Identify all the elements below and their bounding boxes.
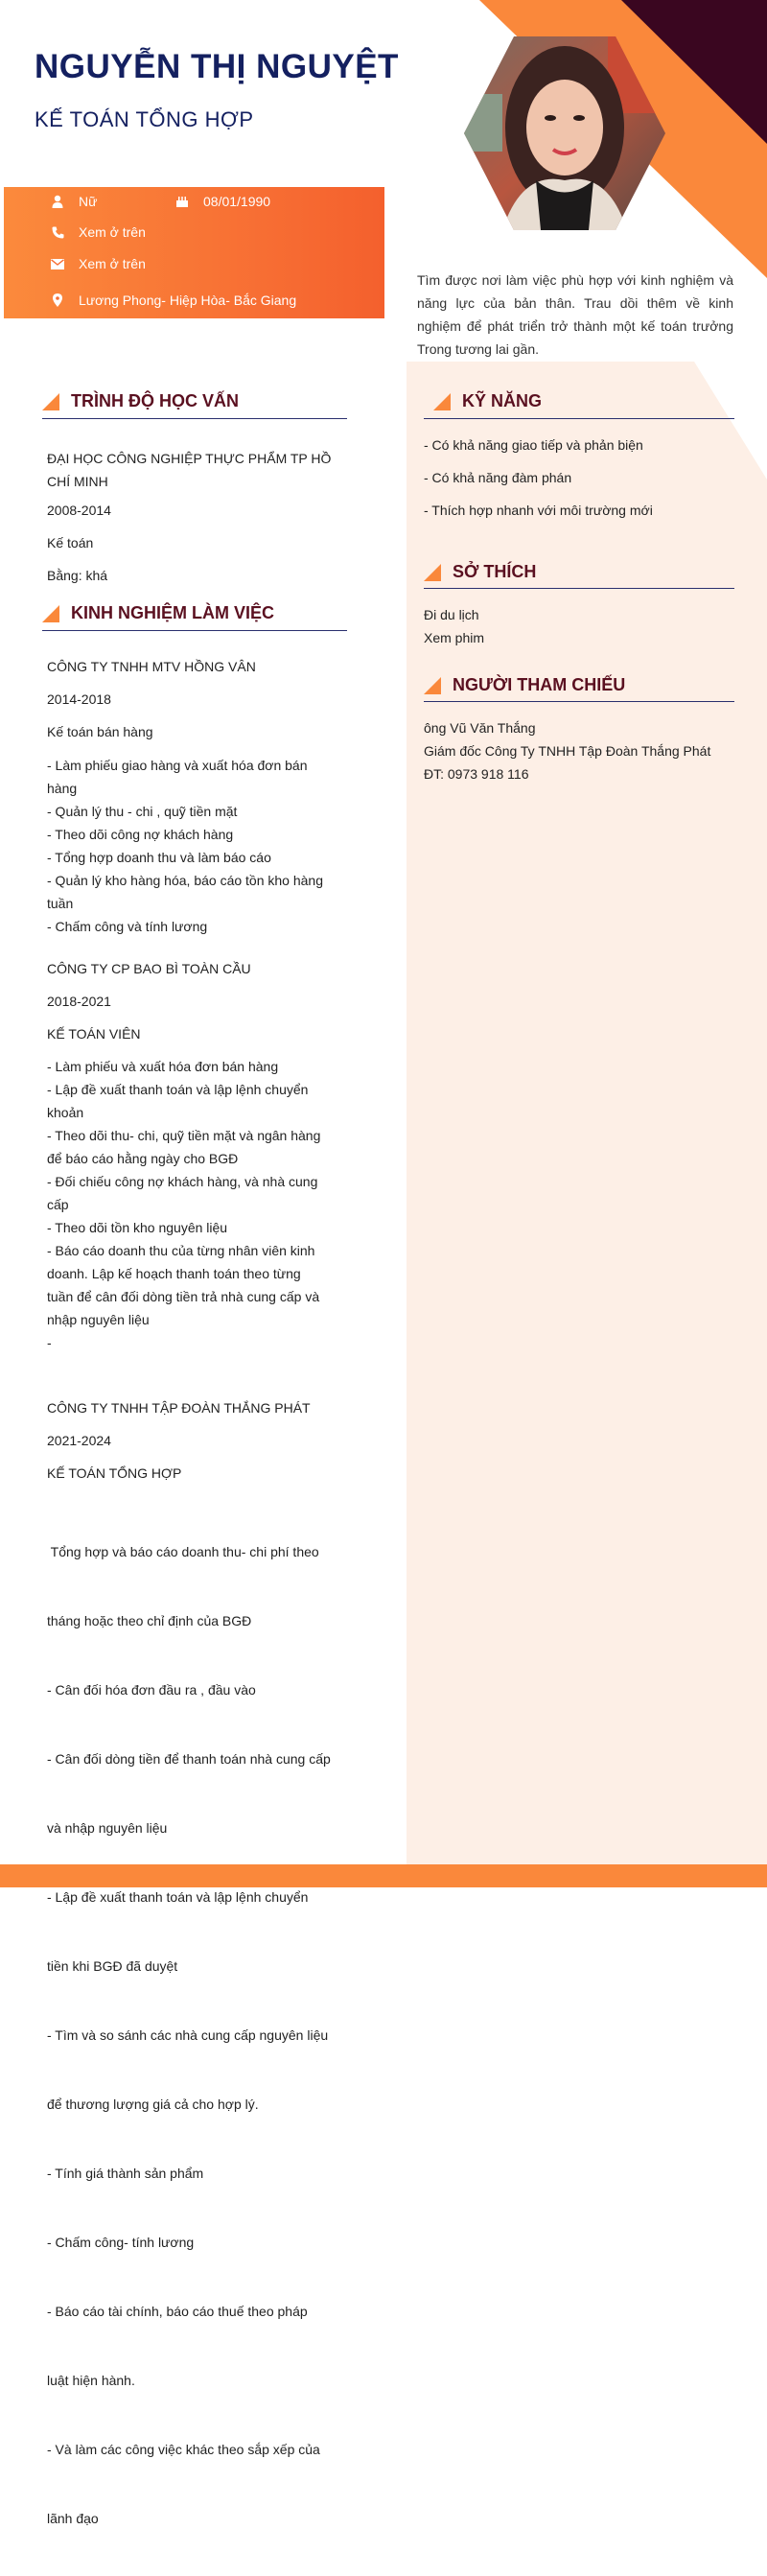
duty-line: - Cân đối hóa đơn đầu ra , đầu vào [47, 1682, 256, 1698]
education-grade: Bằng: khá [47, 568, 108, 583]
duty-line: - Báo cáo doanh thu của từng nhân viên kinh [47, 1243, 315, 1258]
skills-divider [424, 418, 734, 419]
birthday-value: 08/01/1990 [203, 194, 271, 209]
job-duties [47, 1055, 320, 1354]
duty-line: nhập nguyên liệu [47, 1312, 150, 1327]
education-heading: TRÌNH ĐỘ HỌC VẤN [42, 391, 239, 411]
job-period: 2018-2021 [47, 994, 111, 1009]
hobbies-divider [424, 588, 734, 589]
candidate-name: NGUYỄN THỊ NGUYỆT [35, 48, 399, 85]
education-school: ĐẠI HỌC CÔNG NGHIỆP THỰC PHẨM TP HỒ CHÍ MINH [47, 451, 332, 489]
footer-bar [0, 1864, 767, 1887]
address-value: Lương Phong- Hiệp Hòa- Bắc Giang [79, 293, 297, 308]
skill-item: - Có khả năng đàm phán [424, 470, 572, 485]
reference-line: Giám đốc Công Ty TNHH Tập Đoàn Thắng Phát [424, 743, 711, 759]
education-major: Kế toán [47, 535, 94, 550]
duty-line: - Chấm công và tính lương [47, 919, 208, 934]
job-position: Kế toán bán hàng [47, 724, 153, 739]
duty-line: - Và làm các công việc khác theo sắp xếp của [47, 2442, 320, 2457]
phone-row [48, 224, 146, 240]
skills-heading: KỸ NĂNG [433, 391, 542, 411]
job-position: KẾ TOÁN TỔNG HỢP [47, 1465, 182, 1481]
duty-line: - Theo dõi tồn kho nguyên liệu [47, 1220, 228, 1235]
map-pin-icon [48, 293, 67, 308]
job-period: 2014-2018 [47, 691, 111, 707]
job-title: KẾ TOÁN TỔNG HỢP [35, 107, 254, 131]
duty-line: - [47, 1335, 52, 1350]
duty-line: hàng [47, 781, 78, 796]
skill-item: - Thích hợp nhanh với môi trường mới [424, 503, 653, 518]
duty-line: lãnh đạo [47, 2511, 99, 2526]
duty-line: - Lập đề xuất thanh toán và lập lệnh chuyển [47, 1082, 309, 1097]
contact-panel [4, 187, 384, 318]
experience-divider [42, 630, 347, 631]
phone-icon [48, 224, 67, 240]
duty-line: luật hiện hành. [47, 2373, 135, 2388]
duty-line: để báo cáo hằng ngày cho BGĐ [47, 1151, 239, 1166]
references-divider [424, 701, 734, 702]
duty-line: - Cân đối dòng tiền để thanh toán nhà cung cấp [47, 1751, 331, 1767]
duty-line: - Theo dõi thu- chi, quỹ tiền mặt và ngân hàng [47, 1128, 321, 1143]
job-duties [47, 1494, 331, 2576]
birthday-row [173, 194, 270, 209]
user-icon [48, 194, 67, 209]
duty-line: - Tìm và so sánh các nhà cung cấp nguyên liệu [47, 2027, 329, 2043]
duty-line: - Làm phiếu giao hàng và xuất hóa đơn bán [47, 758, 308, 773]
job-period: 2021-2024 [47, 1433, 111, 1448]
career-objective: Tìm được nơi làm việc phù hợp với kinh nghiệm và năng lực của bản thân. Trau dồi thêm về kinh nghiệm để phát triển trở thành một kế toán trưởng Trong tương lai gần. [417, 272, 733, 357]
duty-line: tuần để cân đối dòng tiền trả nhà cung cấp và [47, 1289, 320, 1304]
email-value: Xem ở trên [79, 256, 146, 271]
avatar [464, 36, 665, 230]
skill-item: - Có khả năng giao tiếp và phản biện [424, 437, 643, 453]
duty-line: - Chấm công- tính lương [47, 2235, 195, 2250]
duty-line: để thương lượng giá cả cho hợp lý. [47, 2096, 259, 2112]
cake-icon [173, 194, 192, 209]
education-divider [42, 418, 347, 419]
hobby-item: Xem phim [424, 630, 485, 645]
email-row [48, 256, 146, 271]
duty-line: tuần [47, 896, 74, 911]
job-company: CÔNG TY CP BAO BÌ TOÀN CẦU [47, 961, 251, 976]
triangle-marker-icon [433, 393, 451, 410]
duty-line: - Quản lý thu - chi , quỹ tiền mặt [47, 804, 238, 819]
education-period: 2008-2014 [47, 503, 111, 518]
duty-line: khoản [47, 1105, 84, 1120]
duty-line: - Báo cáo tài chính, báo cáo thuế theo pháp [47, 2304, 308, 2319]
duty-line: - Theo dõi công nợ khách hàng [47, 827, 234, 842]
triangle-marker-icon [42, 393, 59, 410]
hobbies-list [424, 603, 484, 649]
duty-line: - Quản lý kho hàng hóa, báo cáo tồn kho hàng [47, 873, 323, 888]
experience-heading: KINH NGHIỆM LÀM VIỆC [42, 603, 274, 623]
hobby-item: Đi du lịch [424, 607, 479, 622]
reference-line: ĐT: 0973 918 116 [424, 766, 529, 782]
duty-line: tiền khi BGĐ đã duyệt [47, 1958, 178, 1974]
duty-line: - Làm phiếu và xuất hóa đơn bán hàng [47, 1059, 279, 1074]
gender-row [48, 194, 97, 209]
duty-line: - Tổng hợp doanh thu và làm báo cáo [47, 850, 271, 865]
phone-value: Xem ở trên [79, 224, 146, 240]
triangle-marker-icon [42, 605, 59, 622]
triangle-marker-icon [424, 564, 441, 581]
gender-value: Nữ [79, 194, 98, 209]
duty-line: Tổng hợp và báo cáo doanh thu- chi phí theo [47, 1544, 319, 1559]
reference-line: ông Vũ Văn Thắng [424, 720, 536, 736]
duty-line: - Tính giá thành sản phẩm [47, 2166, 204, 2181]
triangle-marker-icon [424, 677, 441, 694]
references-list [424, 716, 710, 785]
duty-line: - Đối chiếu công nợ khách hàng, và nhà cung [47, 1174, 318, 1189]
job-position: KẾ TOÁN VIÊN [47, 1026, 141, 1042]
duty-line: và nhập nguyên liệu [47, 1820, 168, 1836]
address-row [48, 293, 296, 308]
duty-line: cấp [47, 1197, 69, 1212]
duty-line: - Lập đề xuất thanh toán và lập lệnh chuyển [47, 1889, 309, 1905]
job-company: CÔNG TY TNHH MTV HỒNG VÂN [47, 659, 256, 674]
job-company: CÔNG TY TNHH TẬP ĐOÀN THẮNG PHÁT [47, 1400, 311, 1416]
references-heading: NGƯỜI THAM CHIẾU [424, 675, 625, 695]
duty-line: doanh. Lập kế hoạch thanh toán theo từng [47, 1266, 301, 1281]
duty-line: tháng hoặc theo chỉ định của BGĐ [47, 1613, 252, 1628]
envelope-icon [48, 256, 67, 271]
job-duties [47, 754, 323, 938]
hobbies-heading: SỞ THÍCH [424, 562, 536, 582]
